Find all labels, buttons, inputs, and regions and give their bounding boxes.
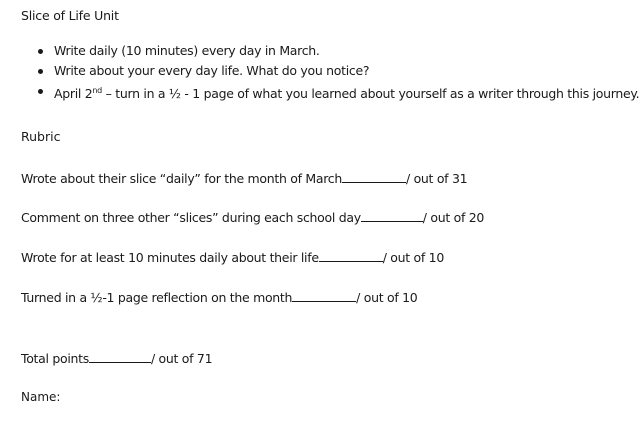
list-item-text-before: April 2 <box>54 86 93 101</box>
total-label: Total points <box>21 351 89 366</box>
score-blank[interactable] <box>361 209 423 222</box>
rubric-criterion: Turned in a ½-1 page reflection on the month <box>21 290 293 305</box>
score-blank[interactable] <box>342 170 406 183</box>
instructions-list <box>38 41 640 101</box>
list-item-text: Write about your every day life. What do you notice? <box>54 63 370 78</box>
rubric-criterion: Wrote about their slice “daily” for the month of March <box>21 171 342 186</box>
score-blank[interactable] <box>319 249 383 262</box>
total-row <box>21 350 212 366</box>
name-label: Name: <box>21 390 61 404</box>
list-item <box>38 41 628 61</box>
rubric-score: / out of 20 <box>422 210 485 225</box>
list-item <box>38 81 640 101</box>
bullet-icon <box>38 89 43 94</box>
list-item-text-after: – turn in a ½ - 1 page of what you learned about yourself as a writer through this journey. <box>101 86 640 101</box>
rubric-heading: Rubric <box>21 129 61 144</box>
total-blank[interactable] <box>89 350 151 363</box>
rubric-score: / out of 10 <box>356 290 418 305</box>
rubric-score: / out of 10 <box>382 250 444 265</box>
rubric-row <box>21 209 484 225</box>
list-item <box>38 61 628 81</box>
rubric-row <box>21 249 444 265</box>
total-score: / out of 71 <box>150 351 213 366</box>
bullet-icon <box>38 49 43 54</box>
list-item-text: Write daily (10 minutes) every day in March. <box>54 43 320 58</box>
rubric-row <box>21 289 417 305</box>
page-title: Slice of Life Unit <box>21 8 119 23</box>
bullet-icon <box>38 69 43 74</box>
ordinal-suffix: nd <box>92 86 102 95</box>
rubric-row <box>21 170 467 186</box>
rubric-criterion: Wrote for at least 10 minutes daily about their life <box>21 250 319 265</box>
score-blank[interactable] <box>292 289 356 302</box>
rubric-score: / out of 31 <box>406 171 468 186</box>
rubric-criterion: Comment on three other “slices” during each school day <box>21 210 361 225</box>
